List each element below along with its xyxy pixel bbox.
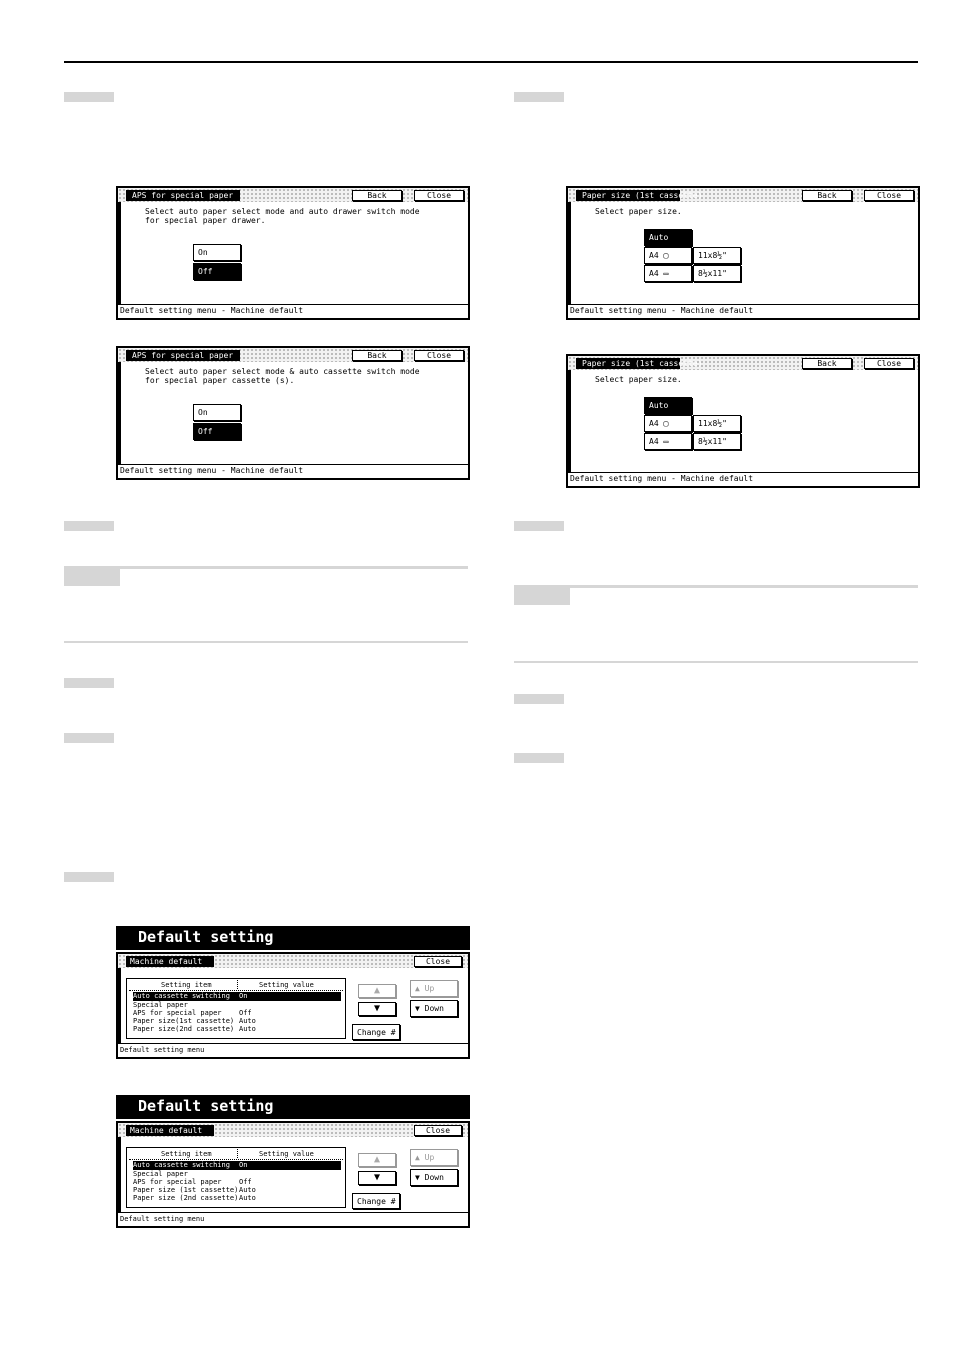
- row-item: Auto cassette switching: [133, 1161, 230, 1169]
- breadcrumb: Default setting menu - Machine default: [568, 304, 918, 318]
- close-button[interactable]: Close: [414, 190, 464, 201]
- breadcrumb: Default setting menu: [118, 1212, 468, 1226]
- column-header-value: Setting value: [259, 1150, 314, 1158]
- note-rule: [64, 566, 468, 569]
- a4-portrait-option[interactable]: A4 ▢: [644, 415, 692, 432]
- step-marker: [64, 92, 114, 102]
- panel-body: [118, 202, 468, 305]
- row-item: Paper size (2nd cassette): [133, 1194, 239, 1202]
- machine-default-window: [116, 952, 470, 1059]
- up-label: Up: [424, 1153, 435, 1162]
- step-marker: [64, 733, 114, 743]
- off-option[interactable]: Off: [193, 263, 241, 280]
- note-tab: [64, 566, 120, 586]
- header-divider: [129, 1159, 343, 1160]
- back-button[interactable]: Back: [352, 350, 402, 361]
- row-value: Auto: [239, 1017, 256, 1025]
- table-row[interactable]: [133, 992, 341, 1001]
- aps-special-paper-panel: [116, 346, 470, 480]
- on-option[interactable]: On: [193, 244, 241, 261]
- breadcrumb: Default setting menu: [118, 1043, 468, 1057]
- on-option[interactable]: On: [193, 404, 241, 421]
- row-value: Auto: [239, 1025, 256, 1033]
- row-value: Auto: [239, 1194, 256, 1202]
- table-row[interactable]: [133, 1025, 341, 1034]
- aps-special-paper-panel: [116, 186, 470, 320]
- close-button[interactable]: Close: [414, 350, 464, 361]
- step-marker: [514, 753, 564, 763]
- instruction-text: Select auto paper select mode and auto drawer switch mode for special paper drawer.: [145, 207, 420, 225]
- step-marker: [64, 678, 114, 688]
- column-divider: [237, 980, 238, 989]
- panel-title: APS for special paper: [126, 190, 240, 201]
- header-divider: [129, 990, 343, 991]
- step-marker: [64, 521, 114, 531]
- scroll-up-arrow[interactable]: ▲: [358, 1153, 396, 1167]
- close-button[interactable]: Close: [864, 358, 914, 369]
- down-label: Down: [424, 1004, 444, 1013]
- body-edge: [118, 1137, 121, 1213]
- panel-title: Paper size (1st cassette): [576, 358, 680, 369]
- panel-body: [568, 370, 918, 473]
- auto-option[interactable]: Auto: [644, 397, 692, 414]
- screen-heading: Default setting: [116, 1095, 470, 1119]
- 11x8-5-option[interactable]: 11x8½": [693, 415, 741, 432]
- up-label: Up: [424, 984, 435, 993]
- row-item: APS for special paper: [133, 1009, 222, 1017]
- settings-table: [126, 1147, 346, 1208]
- note-rule: [514, 585, 918, 588]
- tab-machine-default[interactable]: Machine default: [126, 956, 214, 967]
- table-row[interactable]: [133, 1194, 341, 1203]
- instruction-text: Select auto paper select mode & auto cassette switch mode for special paper cassette (s).: [145, 367, 420, 385]
- instruction-text: Select paper size.: [595, 375, 682, 384]
- back-button[interactable]: Back: [802, 190, 852, 201]
- change-button[interactable]: Change #: [352, 1193, 400, 1209]
- row-item: Paper size(2nd cassette): [133, 1025, 235, 1033]
- column-header-value: Setting value: [259, 981, 314, 989]
- step-marker: [514, 694, 564, 704]
- row-value: Auto: [239, 1186, 256, 1194]
- panel-body: [568, 202, 918, 305]
- row-value: Off: [239, 1178, 252, 1186]
- top-rule: [64, 61, 918, 63]
- settings-table: [126, 978, 346, 1039]
- close-button[interactable]: Close: [864, 190, 914, 201]
- scroll-down-arrow[interactable]: ▼: [358, 1171, 396, 1185]
- auto-option[interactable]: Auto: [644, 229, 692, 246]
- a4-landscape-option[interactable]: A4 ▭: [644, 265, 692, 282]
- row-item: Auto cassette switching: [133, 992, 230, 1000]
- change-button[interactable]: Change #: [352, 1024, 400, 1040]
- instruction-text: Select paper size.: [595, 207, 682, 216]
- row-item: Paper size(1st cassette): [133, 1017, 235, 1025]
- row-value: Off: [239, 1009, 252, 1017]
- back-button[interactable]: Back: [352, 190, 402, 201]
- step-marker: [514, 92, 564, 102]
- down-button[interactable]: ▼ Down: [410, 1000, 458, 1017]
- machine-default-window: [116, 1121, 470, 1228]
- body-edge: [118, 968, 121, 1044]
- screen-heading: Default setting: [116, 926, 470, 950]
- step-marker: [64, 872, 114, 882]
- close-button[interactable]: Close: [414, 956, 462, 967]
- close-button[interactable]: Close: [414, 1125, 462, 1136]
- up-button[interactable]: ▲ Up: [410, 1149, 458, 1166]
- column-header-item: Setting item: [161, 1150, 212, 1158]
- breadcrumb: Default setting menu - Machine default: [118, 304, 468, 318]
- panel-title: APS for special paper: [126, 350, 240, 361]
- column-header-item: Setting item: [161, 981, 212, 989]
- note-end-rule: [514, 661, 918, 663]
- breadcrumb: Default setting menu - Machine default: [118, 464, 468, 478]
- default-setting-screen: [116, 926, 470, 1059]
- panel-body: [118, 362, 468, 465]
- row-value: On: [239, 992, 248, 1000]
- a4-portrait-option[interactable]: A4 ▢: [644, 247, 692, 264]
- column-divider: [237, 1149, 238, 1158]
- scroll-up-arrow[interactable]: ▲: [358, 984, 396, 998]
- row-item: APS for special paper: [133, 1178, 222, 1186]
- back-button[interactable]: Back: [802, 358, 852, 369]
- panel-title: Paper size (1st cassette): [576, 190, 680, 201]
- row-value: On: [239, 1161, 248, 1169]
- down-label: Down: [424, 1173, 444, 1182]
- note-tab: [514, 585, 570, 605]
- row-item: Special paper: [133, 1170, 188, 1178]
- row-item: Paper size (1st cassette): [133, 1186, 239, 1194]
- paper-size-panel: [566, 186, 920, 320]
- table-row[interactable]: [133, 1161, 341, 1170]
- down-button[interactable]: ▼ Down: [410, 1169, 458, 1186]
- paper-size-panel: [566, 354, 920, 488]
- a4-landscape-option[interactable]: A4 ▭: [644, 433, 692, 450]
- 8-5x11-option[interactable]: 8½x11": [693, 433, 741, 450]
- off-option[interactable]: Off: [193, 423, 241, 440]
- 11x8-5-option[interactable]: 11x8½": [693, 247, 741, 264]
- 8-5x11-option[interactable]: 8½x11": [693, 265, 741, 282]
- up-button[interactable]: ▲ Up: [410, 980, 458, 997]
- step-marker: [514, 521, 564, 531]
- tab-machine-default[interactable]: Machine default: [126, 1125, 214, 1136]
- row-item: Special paper: [133, 1001, 188, 1009]
- default-setting-screen: [116, 1095, 470, 1228]
- scroll-down-arrow[interactable]: ▼: [358, 1002, 396, 1016]
- note-end-rule: [64, 641, 468, 643]
- breadcrumb: Default setting menu - Machine default: [568, 472, 918, 486]
